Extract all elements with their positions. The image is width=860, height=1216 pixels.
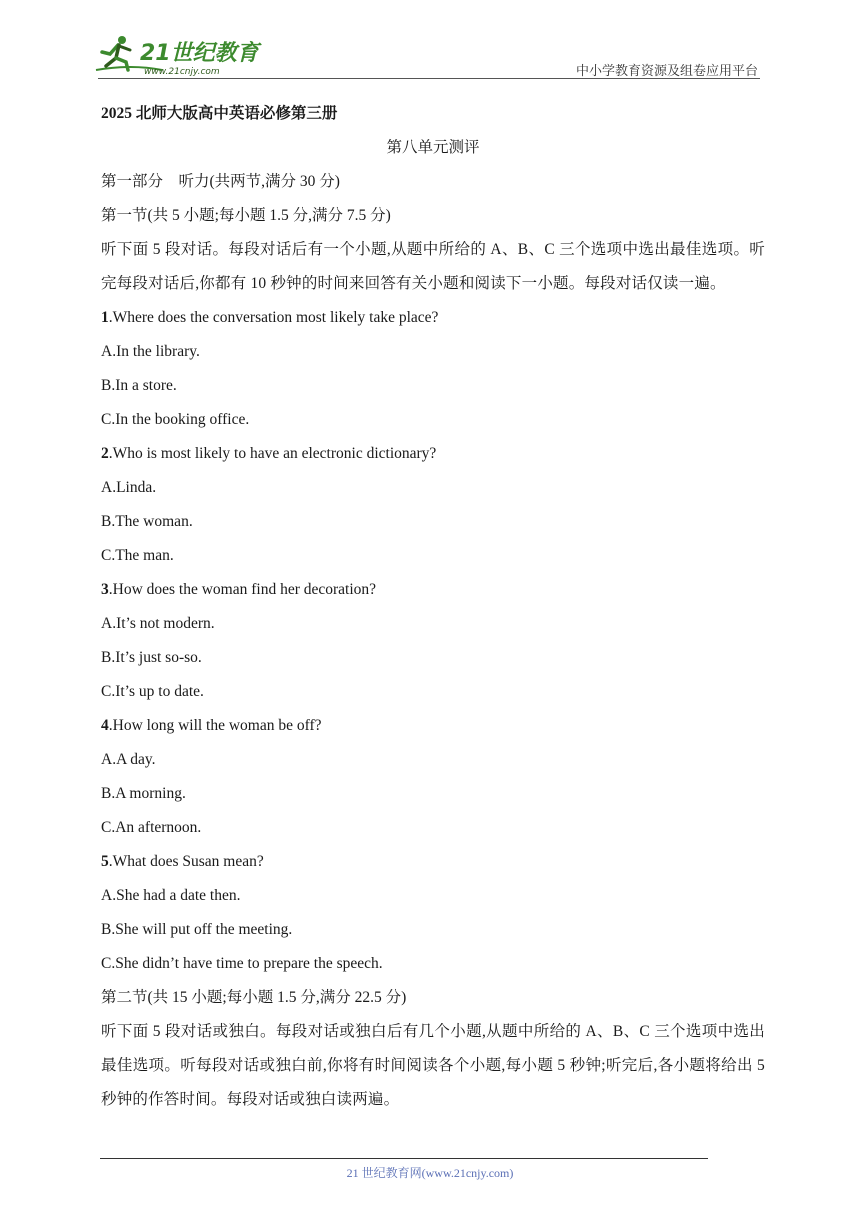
- option: C.The man.: [101, 547, 174, 564]
- question-number: 4: [101, 717, 109, 734]
- logo-text: 21世纪教育: [140, 41, 259, 66]
- question-stem: [101, 301, 765, 335]
- option: B.In a store.: [101, 377, 177, 394]
- section-title: 第二节(共 15 小题;每小题 1.5 分,满分 22.5 分): [101, 989, 407, 1006]
- option: C.She didn’t have time to prepare the speech.: [101, 955, 383, 972]
- section-instructions: 听下面 5 段对话或独白。每段对话或独白后有几个小题,从题中所给的 A、B、C 三个选项中选出最佳选项。听每段对话或独白前,你将有时间阅读各个小题,每小题 5 秒钟;听完后,各小题将给出 5 秒钟的作答时间。每段对话或独白读两遍。: [101, 1023, 765, 1108]
- footer-divider: [100, 1158, 708, 1159]
- question: [101, 301, 765, 437]
- question-stem: [101, 845, 765, 879]
- question-stem: [101, 573, 765, 607]
- option: C.In the booking office.: [101, 411, 250, 428]
- part-title: 第一部分 听力(共两节,满分 30 分): [101, 173, 340, 190]
- question-stem: [101, 709, 765, 743]
- question-number: 3: [101, 581, 109, 598]
- option: C.It’s up to date.: [101, 683, 204, 700]
- option: B.She will put off the meeting.: [101, 921, 293, 938]
- option: C.An afternoon.: [101, 819, 202, 836]
- option: A.It’s not modern.: [101, 615, 215, 632]
- question-text: .What does Susan mean?: [108, 853, 264, 870]
- question-number: 2: [101, 445, 109, 462]
- question-number: 1: [101, 309, 109, 326]
- option: B.A morning.: [101, 785, 186, 802]
- section-title: 第一节(共 5 小题;每小题 1.5 分,满分 7.5 分): [101, 207, 391, 224]
- option: A.She had a date then.: [101, 887, 241, 904]
- option: A.A day.: [101, 751, 156, 768]
- question-text: .Where does the conversation most likely take place?: [108, 309, 439, 326]
- platform-name: 中小学教育资源及组卷应用平台: [575, 64, 758, 79]
- option: A.Linda.: [101, 479, 157, 496]
- question-stem: [101, 437, 765, 471]
- question-text: .Who is most likely to have an electronic dictionary?: [108, 445, 437, 462]
- question-number: 5: [101, 853, 109, 870]
- header-divider: [98, 78, 760, 79]
- document-body: [101, 97, 765, 1117]
- logo-icon: [92, 30, 262, 78]
- question: [101, 437, 765, 573]
- page-header: [92, 30, 760, 80]
- question: [101, 845, 765, 981]
- section-instructions: 听下面 5 段对话。每段对话后有一个小题,从题中所给的 A、B、C 三个选项中选出最佳选项。听完每段对话后,你都有 10 秒钟的时间来回答有关小题和阅读下一小题。每段对话仅读一遍。: [101, 241, 765, 292]
- option: B.The woman.: [101, 513, 193, 530]
- footer-text: 21 世纪教育网(www.21cnjy.com): [346, 1166, 514, 1180]
- question: [101, 709, 765, 845]
- book-title: 2025 北师大版高中英语必修第三册: [101, 105, 338, 122]
- question-text: .How long will the woman be off?: [108, 717, 322, 734]
- question: [101, 573, 765, 709]
- option: A.In the library.: [101, 343, 200, 360]
- option: B.It’s just so-so.: [101, 649, 202, 666]
- logo-url: www.21cnjy.com: [144, 67, 220, 77]
- unit-title: 第八单元测评: [386, 139, 480, 156]
- question-text: .How does the woman find her decoration?: [108, 581, 377, 598]
